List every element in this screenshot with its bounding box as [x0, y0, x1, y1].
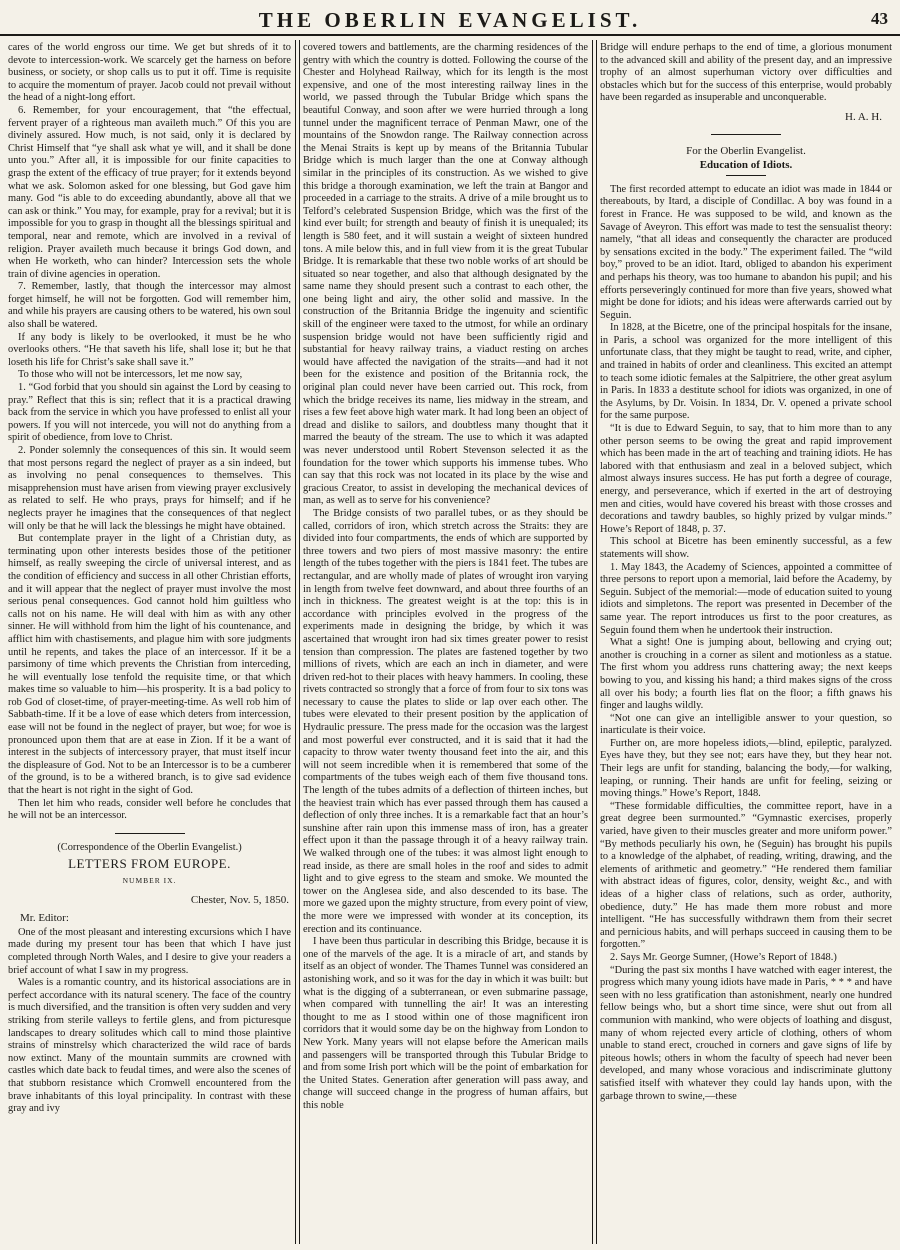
masthead	[0, 0, 900, 36]
paragraph: Further on, are more hopeless idiots,—blind, epileptic, paralyzed. Eyes have they, but they see not; ears have they, but they hear not. Their legs are unfit for standing, balancing the body,—for walking, leaping, or running. Their hands are unfit for feeling, seizing or moving things.” Howe’s Report, 1848.	[600, 737, 892, 800]
paragraph: 1. “God forbid that you should sin against the Lord by ceasing to pray.” Reflect that this is sin; reflect that it is a practical drawing back from the service in which you have professed to enlist all your powers. If you will not intercede, you will not do anything from a spirit of obedience, from love to Christ.	[8, 382, 291, 444]
section-divider	[711, 134, 781, 135]
paragraph: In 1828, at the Bicetre, one of the principal hospitals for the insane, in Paris, a school was organized for the more intelligent of this unfortunate class, that they might be taught to read, write, and cipher, and trained in habits of order and cleanliness. This excited an attempt to teach some idiotic females at the Salpitriere, the other great asylum in Paris. In 1833 a destitute school for idiots was organized, in one of the Asylums, by Dr. Voisin. In 1834, Dr. V. opened a private school for the same purpose.	[600, 322, 892, 422]
paragraph: Bridge will endure perhaps to the end of time, a glorious monument to the advanced skill and ability of the present day, and an impressive trophy of an almost superhuman victory over difficulties and obstacles which but for the success of this enterprise, would probably have been regarded as insuperable and unconquerable.	[600, 42, 892, 104]
column-rule-1	[295, 40, 300, 1244]
paragraph: One of the most pleasant and interesting excursions which I have made during my present tour has been that which I have just completed through North Wales, and I desire to give your readers a brief account of what I saw in my progress.	[8, 926, 291, 976]
paragraph: Then let him who reads, consider well before he concludes that he will not be an intercessor.	[8, 797, 291, 822]
paragraph: 6. Remember, for your encouragement, that “the effectual, fervent prayer of a righteous man availeth much.” Of this you are divinely assured. How much, is not said, only it is declared by Christ Himself that “ye shall ask what ye will, and it shall be done unto you.” After all, it is impossible for our finite capacities to grasp the extent of the efficacy of true prayer; for it extends beyond what we ask. Solomon asked for one blessing, but God gave him many. God “is able to do exceeding abundantly, above all that we can ask or think.” You may, for example, pray for a revival; but it is impossible for you to grasp in thought all the blessings spiritual and temporal, near and remote, which are involved in a revival of religion. Prayer availeth much because it brings God down, and when He worketh, who can hinder? Intercession sets the whole train of divine agencies in operation.	[8, 104, 291, 280]
column-1	[8, 42, 291, 1244]
page-number: 43	[871, 9, 888, 28]
section-divider	[115, 833, 185, 834]
column-2	[303, 42, 588, 1244]
article-title: LETTERS FROM EUROPE.	[68, 856, 231, 872]
correspondence-note: (Correspondence of the Oberlin Evangelist.)	[57, 841, 242, 853]
paragraph: I have been thus particular in describing this Bridge, because it is one of the marvels of the age. It is a miracle of art, and stands by itself as an object of wonder. The Thames Tunnel was considered an astonishing work, and so it was for the day in which it was built: but what is the digging of a subterranean, or even submarine passage, when compared with tunnelling the air! It was an interesting thought to me as I stood within one of those magnificent iron corridors that it would some day be on the highway from London to New York. Many years will not elapse before the American mails and passengers will be transported through this Tubular Bridge to and from some Irish port which will be the point of embarkation for the United States. Generation after generation will pass away, and change will succeed change in the progress of human affairs, but this noble	[303, 936, 588, 1111]
column-3	[600, 42, 892, 1244]
paragraph: 1. May 1843, the Academy of Sciences, appointed a committee of three persons to report upon a memorial, laid before the Academy, by Seguin. Subject of the memorial:—mode of education suited to young idiots and simpletons. The report was presented in December of the same year. The report introduces us first to the poor creatures, as Seguin found them when he undertook their instruction.	[600, 561, 892, 636]
paragraph: 2. Says Mr. George Sumner, (Howe’s Report of 1848.)	[610, 951, 837, 963]
publication-title: THE OBERLIN EVANGELIST.	[258, 8, 642, 32]
paragraph: covered towers and battlements, are the charming residences of the gentry with which the country is dotted. Following the course of the Chester and Holyhead Railway, which for its length is the most expensive, and one of the most interesting railway lines in the world, we passed through the Tubular Bridge which spans the beautiful Conway, and soon after we were hurried through a long tunnel under the magnificent terrace of Penman Mawr, one of the mountains of the Snowdon range. The Railway connection across the Menai Straits is kept up by means of the Britannia Tubular Bridge which is much larger than the one at Conway although similar in the principles of its construction. As we wished to give this bridge a thorough examination, we left the train at Bangor and proceeded in a carriage to the straits. A drive of a mile brought us to Telford’s celebrated Suspension Bridge, which was the first of the kind ever built; for strength and beauty of finish it is unequaled; its length is 580 feet, and it will sustain a weight of sixteen hundred tons. A mile below this, and in full view from it is the great Tubular Bridge. It is remarkable that these two noble works of art should be situated so near together, and also that although designated by the same name they should present such a contrast to each other, the one being light and airy, the other solid and massive. In the construction of the Britannia Bridge the ingenuity and scientific skill of the engineer were taxed to the utmost, for while an ordinary suspension bridge would not have been sufficiently rigid and substantial for heavy railway trains, a viaduct resting on arches would have affected the navigation of the straits—and had it not been for the existence and position of the Britannia rock, the original plan could never have been carried out. This rock, from which the bridge receives its name, lies midway in the stream, and rises a few feet above high water mark. It had long been an object of dread and dislike to sailors, and doubtless many thought that it marred the beauty of the stream. The use to which it was adapted was never understood until Robert Stevenson selected it as the foundation for the tower which supports his immense tubes. Who can say that this rock was not located in its place by the wise and gracious Creator, to assist in developing the mechanical devices of man, as well as to serve for his convenience?	[303, 42, 588, 507]
paragraph: If any body is likely to be overlooked, it must be he who overlooks others. “He that saveth his life, shall lose it; but he that loseth his life for Christ’s sake shall save it.”	[8, 331, 291, 368]
paragraph: This school at Bicetre has been eminently successful, as a few statements will show.	[600, 536, 892, 560]
paragraph: Wales is a romantic country, and its historical associations are in perfect accordance with its natural scenery. The face of the country is much diversified, and the transition is often very sudden and very striking from sterile valleys to fertile glens, and from picturesque landscapes to dreary solitudes which call to mind those plaintive strains of minstrelsy which characterized the wild race of bards now extinct. Many of the mountain summits are crowned with castles which date back to feudal times, and were also the scenes of that stubborn resistance which Cromwell encountered from the brave inhabitants of this loyal principality. In contrast with these gray and ivy	[8, 977, 291, 1115]
article-number: NUMBER IX.	[122, 876, 177, 885]
paragraph: To those who will not be intercessors, let me now say,	[18, 369, 243, 381]
paragraph: “During the past six months I have watched with eager interest, the progress which many young idiots have made in Paris, * * * and have seen with no less gratification than astonishment, nearly one hundred fellow beings who, but a short time since, were shut out from all communion with mankind, who were objects of loathing and disgust, many of whom rejected every article of clothing, others of whom unable to stand erect, crouched in corners and gave signs of life by piteous howls; others in whom the faculty of speech had never been developed, and many whose voracious and indiscriminate gluttony satisfied itself with whatever they could lay hands upon, with the garbage thrown to swine,—these	[600, 964, 892, 1102]
signature: H. A. H.	[845, 110, 882, 123]
column-rule-2	[592, 40, 597, 1244]
paragraph: But contemplate prayer in the light of a Christian duty, as terminating upon other interests besides those of the petitioner himself, as really sweeping the circle of universal interest, and as the condition of efficiency and success in all other Christian efforts, and it will appear that the neglect of prayer must involve the most serious penal consequences. God cannot hold him guiltless who calls not on his name. He will deal with him as with any other sinner. He will withhold from him the light of his countenance, and afflict him with chastisements, and plague him with sore judgments until he repents, and takes the place of an intercessor. If it be a parsimony of time which prevents the Christian from interceding, he will eventually lose tenfold the requisite time, or that which makes time so valuable to him—his prosperity. It is a bad policy to rob God of closet-time, of prayer-meeting-time. As well rob him of Sabbath-time. If it be a love of ease which deters from intercession, ease will not be found in the neglect of prayer, but woe; for woe is pronounced upon them that are at ease in Zion. If it be a want of interest in the subjects of intercessory prayer, that must itself incur the displeasure of God. Not to be an Intercessor is to be a cumberer of the ground, is to be a withered branch, is to give sad evidence that the heart is not right in the sight of God.	[8, 533, 291, 797]
paragraph: 2. Ponder solemnly the consequences of this sin. It would seem that most persons regard the neglect of prayer as a sin indeed, but as involving no penal consequences to themselves. This misapprehension must have arisen from viewing prayer exclusively as related to self. He who prays, prays for himself; and if he neglects prayer he imagines that the consequences of that neglect will only be that he will lack the blessings he might have obtained.	[8, 445, 291, 532]
paragraph: “It is due to Edward Seguin, to say, that to him more than to any other person seems to be owing the great and rapid improvement which has been made in the art of teaching and training idiots. He has labored with that enthusiasm and zeal in a beloved subject, which almost always insures success. He has put forth a degree of courage, energy, and perseverance, which if exerted in the art of destroying men and cities, would have covered his breast with those crosses and decorations and tawdry baubles, so highly prized by vulgar minds.” Howe’s Report of 1848, p. 37.	[600, 423, 892, 535]
paragraph: “These formidable difficulties, the committee report, have in a great degree been surmounted.” “Gymnastic exercises, properly varied, have given to their muscles greater and more uniform power.” “By methods peculiarly his own, he (Seguin) has brought his pupils to a knowledge of the alphabet, of reading, writing, drawing, and the elements of arithmetic and geometry.” “He rendered them familiar with abstract ideas of figures, color, density, weight &c., and with ideas of a higher class of relations, such as order, authority, obedience, duty.” He has made them more robust and more intelligent. “He has successfully withdrawn them from their secret and pernicious habits, and will perhaps succeed in causing them to be forgotten.”	[600, 800, 892, 951]
paragraph: 7. Remember, lastly, that though the intercessor may almost forget himself, he will not be forgotten. God will remember him, and while his prayers are causing others to be watered, his own soul also shall be watered.	[8, 281, 291, 331]
paragraph: cares of the world engross our time. We get but shreds of it to devote to intercession-work. We scarcely get the harness on before business, or society, or shop calls us to put it off. Time is requisite to acquire the momentum of prayer. Jacob could not prevail without the head of a night-long effort.	[8, 42, 291, 104]
paragraph: The first recorded attempt to educate an idiot was made in 1844 or thereabouts, by Itard, a disciple of Condillac. A boy was found in a forest in France. He was supposed to be wild, and known as the Savage of Aveyron. This effort was made to test the sensualist theory: namely, “that all ideas and consequently the character are produced by sensations excited in the body.” The experiment failed. The “wild boy,” proved to be an idiot. Itard, obliged to abandon his experiment and perhaps his theory, was too humane to abandon his pupil; and his efforts perseveringly continued for more than five years, showed what might be done for idiots; and his ideas were afterwards carried out by Seguin.	[600, 183, 892, 321]
salutation: Mr. Editor:	[20, 912, 69, 925]
paragraph: “Not one can give an intelligible answer to your question, so inarticulate is their voice.	[600, 712, 892, 737]
byline: For the Oberlin Evangelist.	[686, 144, 806, 157]
paragraph: What a sight! One is jumping about, bellowing and crying out; another is crouching in a corner as silent and motionless as a statue. The first whom you address runs chattering away; the next keeps bowing to you, and kissing his hand; a third makes signs of the cross all over his body; a fourth lies flat on the floor; a fifth gnaws his finger and laughs wildly.	[600, 637, 892, 712]
paragraph: The Bridge consists of two parallel tubes, or as they should be called, corridors of iron, which stretch across the Straits: they are divided into four compartments, the ends of which are supported by three towers and two piers of most massive masonry: the entire length of the tubes together with the piers is 1841 feet. The tubes are rectangular, and are wholly made of plates of wrought iron varying in length from twelve feet downward, and about three fourths of an inch in thickness. The greatest weight is at the top: this is in accordance with principles evolved in the progress of the experiments made in designing the bridge, by which it was ascertained that wrought iron had six times greater power to resist tension than compression. The plates are fastened together by two millions of rivets, which are each an inch in diameter, and were driven red-hot to their places with heavy hammers. In cooling, these rivets contracted so strongly that a force of from four to six tons was necessary to cause the plates to slide or lap over each other. The tubes were elevated to their present position by the application of Hydraulic pressure. The press made for the occasion was the largest and most powerful ever constructed, and it is said that it had the capacity to throw water twenty thousand feet into the air, and this will not seem incredible when it is remembered that some of the compartments of the tubes weigh each of them five thousand tons. The length of the tubes admits of a deflection of thirteen inches, but the heaviest train which has ever passed through them has caused a deflection of only three inches. It is a remarkable fact that an hour’s sunshine after rain upon this immense mass of iron, has a greater effect upon it than the passage through it of a heavy railway train. We walked through one of the tubes: it was almost light enough to read inside, as there are small holes in the roof and sides to admit light and to give egress to the steam and smoke. We mounted the tower on the Anglesea side, and also descended to its base. The more we gazed upon the mighty structure, from every point of view, the more were we impressed with wonder at its conception, its erection and its continuance.	[303, 507, 588, 935]
dateline: Chester, Nov. 5, 1850.	[190, 893, 289, 906]
article-title: Education of Idiots.	[699, 159, 793, 172]
title-rule	[726, 175, 766, 176]
